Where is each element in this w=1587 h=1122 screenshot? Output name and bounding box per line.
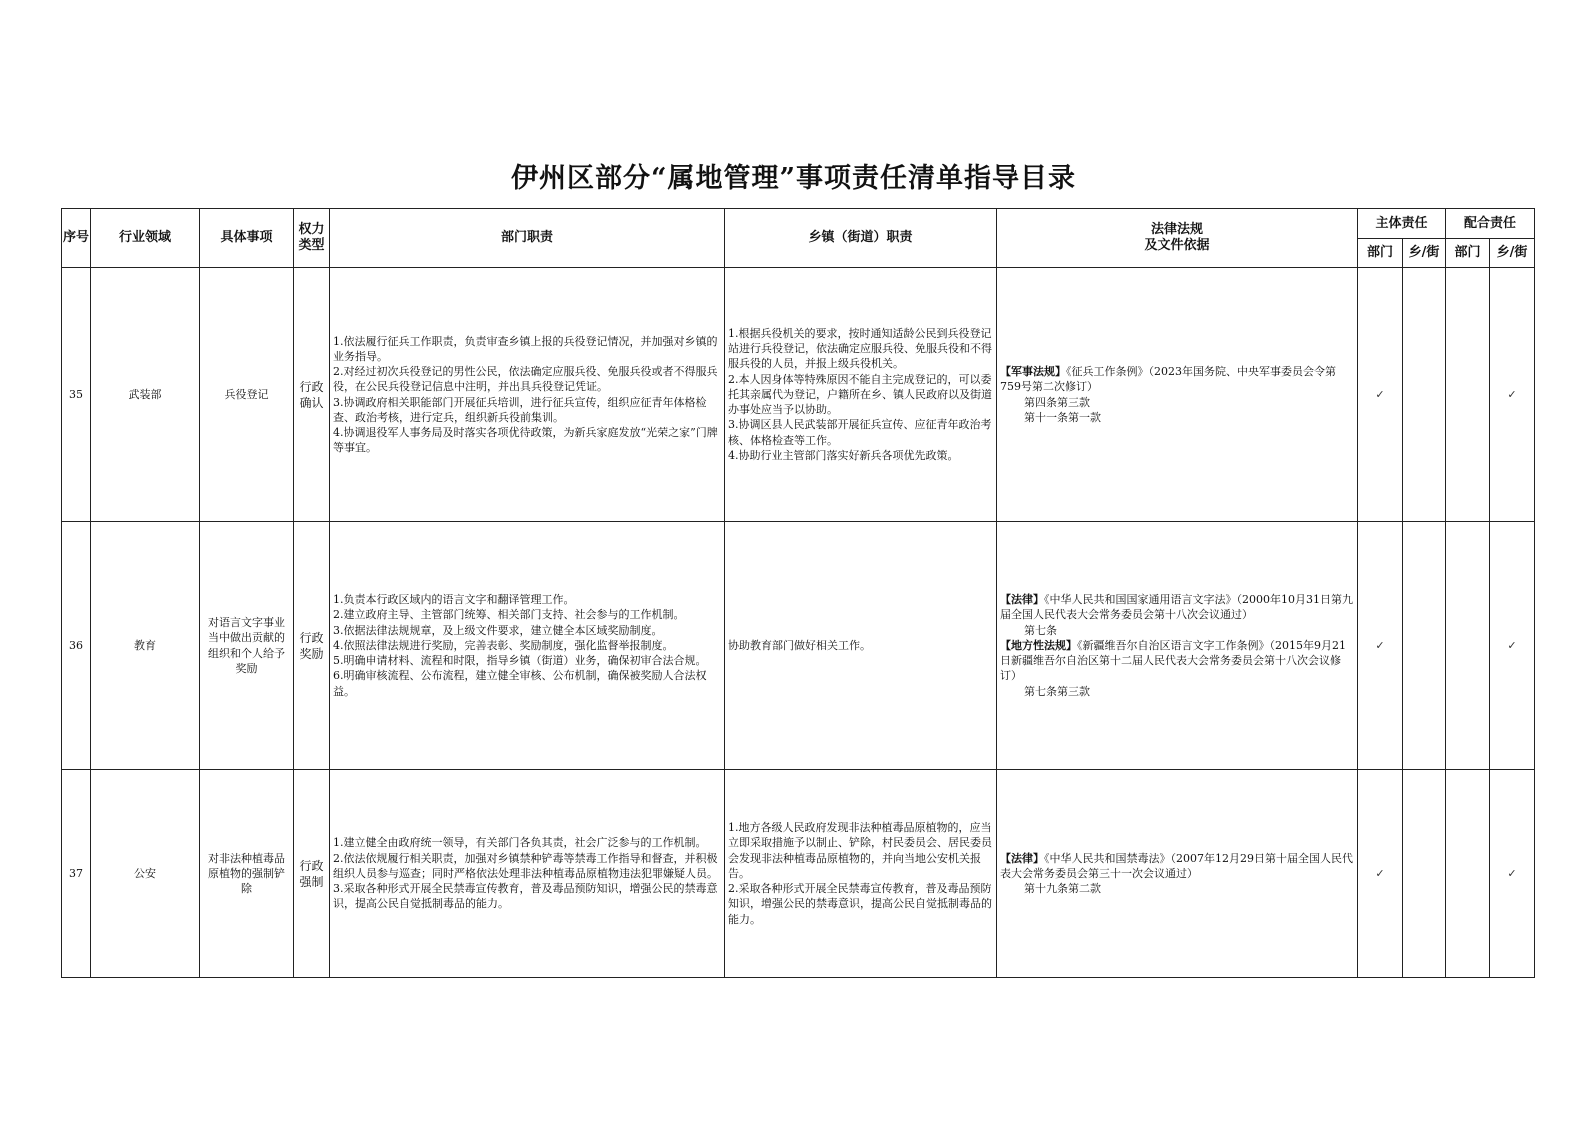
legal-basis-line [1000,410,1354,425]
row-dept-duty [330,522,725,770]
row-main-town-check [1403,770,1446,978]
row-main-dept-check: ✓ [1358,522,1403,770]
row-town-duty [725,268,997,522]
row-town-duty [725,770,997,978]
legal-basis-tag: 【地方性法规】 [1000,638,1077,652]
legal-basis-text: 第七条 [1024,623,1057,637]
legal-basis-text: 《征兵工作条例》（2023年国务院、中央军事委员会令第759号第二次修订） [1000,365,1336,394]
legal-basis-text: 《新疆维吾尔自治区语言文字工作条例》（2015年9月21日新疆维吾尔自治区第十二届人民代表大会常务委员会第十八次会议修订） [1000,638,1346,683]
header-coop-town: 乡/街 [1490,239,1535,268]
row-town-duty-line: 2.本人因身体等特殊原因不能自主完成登记的，可以委托其亲属代为登记，户籍所在乡、镇人民政府以及街道办事处应当予以协助。 [728,372,992,417]
header-dept-duty: 部门职责 [330,209,725,268]
row-coop-dept-check [1446,268,1490,522]
header-main-dept: 部门 [1358,239,1403,268]
row-industry: 教育 [91,522,200,770]
row-town-duty-line: 1.根据兵役机关的要求，按时通知适龄公民到兵役登记站进行兵役登记，依法确定应服兵役、免服兵役和不得服兵役的人员，并报上级兵役机关。 [728,327,992,371]
header-main-town: 乡/街 [1403,239,1446,268]
responsibility-table [61,208,1535,978]
row-dept-duty-line: 2.依法依规履行相关职责，加强对乡镇禁种铲毒等禁毒工作指导和督查，并积极组织人员参与巡查；同时严格依法处理非法种植毒品原植物违法犯罪嫌疑人员。 [333,851,718,880]
row-town-duty-line: 协助教育部门做好相关工作。 [728,638,871,652]
row-item: 对语言文字事业当中做出贡献的组织和个人给予奖励 [200,522,294,770]
legal-basis-line [1000,592,1354,622]
row-dept-duty [330,770,725,978]
row-dept-duty-line: 3.协调政府相关职能部门开展征兵培训，进行征兵宣传，组织应征青年体格检查、政治考核，进行定兵，组织新兵役前集训。 [333,395,707,424]
row-power-type: 行政确认 [294,268,330,522]
row-coop-town-check: ✓ [1490,770,1535,978]
legal-basis-line [1000,684,1354,699]
row-industry: 公安 [91,770,200,978]
header-main-resp: 主体责任 [1358,209,1446,239]
row-power-type: 行政奖励 [294,522,330,770]
table-row [62,268,1535,522]
row-dept-duty-line: 4.协调退役军人事务局及时落实各项优待政策，为新兵家庭发放“光荣之家”门牌等事宜。 [333,425,718,455]
row-town-duty-line: 4.协助行业主管部门落实好新兵各项优先政策。 [728,448,959,462]
row-item: 对非法种植毒品原植物的强制铲除 [200,770,294,978]
row-town-duty [725,522,997,770]
row-dept-duty-line: 1.依法履行征兵工作职责，负责审查乡镇上报的兵役登记情况，并加强对乡镇的业务指导。 [333,334,718,363]
table-row [62,522,1535,770]
row-dept-duty-line: 2.对经过初次兵役登记的男性公民，依法确定应服兵役、免服兵役或者不得服兵役，在公民兵役登记信息中注明，并出具兵役登记凭证。 [333,365,718,394]
header-basis-line1: 法律法规 [1150,222,1203,237]
legal-basis-tag: 【法律】 [1000,593,1044,607]
row-town-duty-line: 1.地方各级人民政府发现非法种植毒品原植物的，应当立即采取措施予以制止、铲除，村民委员会、居民委员会发现非法种植毒品原植物的，并向当地公安机关报告。 [728,821,992,880]
legal-basis-line [1000,364,1354,394]
legal-basis-line [1000,851,1354,881]
legal-basis-tag: 【法律】 [1000,851,1044,865]
row-dept-duty-line: 5.明确申请材料、流程和时限，指导乡镇（街道）业务，确保初审合法合规。 [333,654,707,668]
legal-basis-line [1000,623,1354,638]
row-dept-duty-line: 3.依据法律法规规章，及上级文件要求，建立健全本区域奖励制度。 [333,623,663,637]
row-coop-town-check: ✓ [1490,268,1535,522]
row-dept-duty [330,268,725,522]
row-legal-basis [997,770,1358,978]
row-dept-duty-line: 3.采取各种形式开展全民禁毒宣传教育，普及毒品预防知识，增强公民的禁毒意识，提高公民自觉抵制毒品的能力。 [333,882,718,911]
header-seq: 序号 [62,209,91,268]
table-row [62,770,1535,978]
row-dept-duty-line: 4.依照法律法规进行奖励，完善表彰、奖励制度，强化监督举报制度。 [333,638,674,652]
legal-basis-tag: 【军事法规】 [1000,365,1066,379]
header-item: 具体事项 [200,209,294,268]
row-coop-town-check: ✓ [1490,522,1535,770]
header-basis [997,209,1358,268]
legal-basis-line [1000,638,1354,684]
row-legal-basis [997,268,1358,522]
row-dept-duty-line: 6.明确审核流程、公布流程，建立健全审核、公布机制，确保被奖励人合法权益。 [333,669,707,698]
row-main-dept-check: ✓ [1358,268,1403,522]
row-item: 兵役登记 [200,268,294,522]
row-seq: 35 [62,268,91,522]
row-seq: 36 [62,522,91,770]
row-power-type: 行政强制 [294,770,330,978]
legal-basis-text: 第十一条第一款 [1024,410,1101,424]
row-town-duty-line: 3.协调区县人民武装部开展征兵宣传、应征青年政治考核、体格检查等工作。 [728,418,992,447]
header-coop-resp: 配合责任 [1446,209,1535,239]
row-industry: 武装部 [91,268,200,522]
row-main-dept-check: ✓ [1358,770,1403,978]
legal-basis-text: 第四条第三款 [1024,395,1090,409]
legal-basis-text: 第七条第三款 [1024,684,1090,698]
legal-basis-line [1000,881,1354,896]
header-industry: 行业领域 [91,209,200,268]
row-dept-duty-line: 1.建立健全由政府统一领导，有关部门各负其责，社会广泛参与的工作机制。 [333,836,707,850]
row-main-town-check [1403,268,1446,522]
document-title: 伊州区部分“属地管理”事项责任清单指导目录 [510,163,1077,194]
legal-basis-line [1000,395,1354,410]
header-power-type: 权力类型 [294,209,330,268]
row-coop-dept-check [1446,770,1490,978]
header-basis-line2: 及文件依据 [1144,238,1210,253]
legal-basis-text: 《中华人民共和国国家通用语言文字法》（2000年10月31日第九届全国人民代表大会常务委员会第十八次会议通过） [1000,593,1353,622]
row-main-town-check [1403,522,1446,770]
row-dept-duty-line: 2.建立政府主导、主管部门统筹、相关部门支持、社会参与的工作机制。 [333,608,685,622]
row-dept-duty-line: 1.负责本行政区域内的语言文字和翻译管理工作。 [333,593,575,607]
header-coop-dept: 部门 [1446,239,1490,268]
row-coop-dept-check [1446,522,1490,770]
legal-basis-text: 《中华人民共和国禁毒法》（2007年12月29日第十届全国人民代表大会常务委员会第三十一次会议通过） [1000,851,1353,880]
row-seq: 37 [62,770,91,978]
header-town-duty: 乡镇（街道）职责 [725,209,997,268]
row-legal-basis [997,522,1358,770]
row-town-duty-line: 2.采取各种形式开展全民禁毒宣传教育，普及毒品预防知识，增强公民的禁毒意识，提高公民自觉抵制毒品的能力。 [728,882,992,926]
legal-basis-text: 第十九条第二款 [1024,882,1101,896]
